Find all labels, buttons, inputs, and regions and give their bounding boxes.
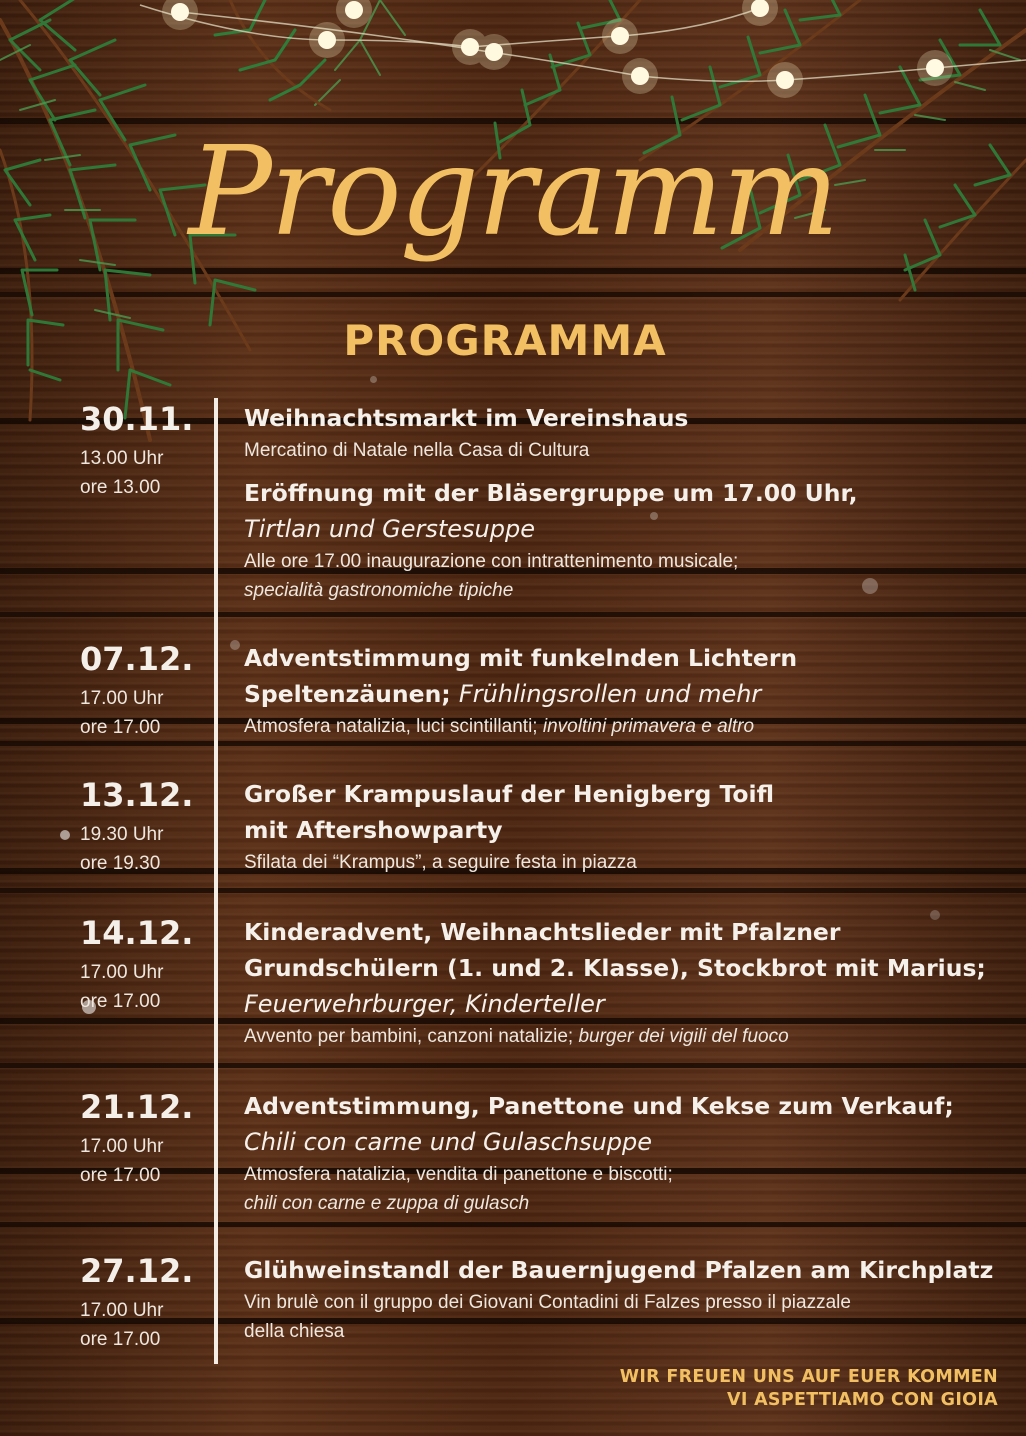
event-date: 27.12. xyxy=(80,1252,194,1290)
event-time-it: ore 19.30 xyxy=(80,853,161,874)
event-date-block xyxy=(80,400,194,502)
event-time-it: ore 17.00 xyxy=(80,991,161,1012)
event-heading-italic: Feuerwehrburger, Kinderteller xyxy=(244,990,605,1018)
footer-line-de: WIR FREUEN UNS AUF EUER KOMMEN xyxy=(619,1367,998,1387)
event-subtext: Sfilata dei “Krampus”, a seguire festa in piazza xyxy=(244,852,637,873)
event-subtext: Mercatino di Natale nella Casa di Cultura xyxy=(244,440,590,461)
event-description xyxy=(244,914,1004,1051)
plank-seam xyxy=(0,888,1026,893)
event-heading-italic: Frühlingsrollen und mehr xyxy=(458,680,762,708)
event-heading: Kinderadvent, Weihnachtslieder mit Pfalzner xyxy=(244,918,841,946)
event-heading: Speltenzäunen; xyxy=(244,680,451,708)
event-date: 30.11. xyxy=(80,400,194,438)
event-heading: Eröffnung mit der Bläsergruppe um 17.00 Uhr, xyxy=(244,479,858,507)
plank-seam xyxy=(0,1222,1026,1227)
snow-dot xyxy=(370,376,377,383)
event-heading-italic: Tirtlan und Gerstesuppe xyxy=(244,515,535,543)
plank-seam xyxy=(0,612,1026,617)
event-description xyxy=(244,776,1004,877)
event-subtext: Avvento per bambini, canzoni natalizie; xyxy=(244,1026,574,1047)
footer-greeting xyxy=(620,1366,998,1412)
snow-dot xyxy=(230,640,240,650)
event-date: 21.12. xyxy=(80,1088,194,1126)
event-date: 14.12. xyxy=(80,914,194,952)
string-lights-decoration xyxy=(0,0,1026,110)
event-time-de: 13.00 Uhr xyxy=(80,448,164,469)
event-subtext: Vin brulè con il gruppo dei Giovani Contadini di Falzes presso il piazzale xyxy=(244,1292,851,1313)
event-heading: Grundschülern (1. und 2. Klasse), Stockbrot mit Marius; xyxy=(244,954,986,982)
event-heading: Weihnachtsmarkt im Vereinshaus xyxy=(244,404,689,432)
event-description xyxy=(244,1252,1004,1346)
timeline-line xyxy=(214,398,218,1364)
event-subtext: Atmosfera natalizia, vendita di panettone e biscotti; xyxy=(244,1164,673,1185)
event-heading: Glühweinstandl der Bauernjugend Pfalzen am Kirchplatz xyxy=(244,1256,994,1284)
event-subtext-italic: specialità gastronomiche tipiche xyxy=(244,580,514,601)
event-description xyxy=(244,1088,1004,1218)
event-subtext: Atmosfera natalizia, luci scintillanti; xyxy=(244,716,538,737)
event-time-it: ore 17.00 xyxy=(80,1329,161,1350)
event-heading: Großer Krampuslauf der Henigberg Toifl xyxy=(244,780,774,808)
event-time-de: 17.00 Uhr xyxy=(80,962,164,983)
event-subtext-italic: chili con carne e zuppa di gulasch xyxy=(244,1193,530,1214)
plank-seam xyxy=(0,1063,1026,1068)
event-subtext-italic: burger dei vigili del fuoco xyxy=(578,1026,789,1047)
event-time-it: ore 13.00 xyxy=(80,477,161,498)
event-date-block xyxy=(80,914,194,1016)
event-date-block xyxy=(80,1088,194,1190)
event-time-de: 17.00 Uhr xyxy=(80,688,164,709)
title-programm: Programm xyxy=(188,120,838,264)
event-date: 13.12. xyxy=(80,776,194,814)
event-date-block xyxy=(80,640,194,742)
event-date-block xyxy=(80,776,194,878)
subtitle-programma: PROGRAMMA xyxy=(343,316,667,365)
event-date: 07.12. xyxy=(80,640,194,678)
event-description xyxy=(244,400,1004,605)
event-subtext: della chiesa xyxy=(244,1321,345,1342)
event-time-de: 17.00 Uhr xyxy=(80,1136,164,1157)
event-subtext-italic: involtini primavera e altro xyxy=(542,716,755,737)
event-heading-italic: Chili con carne und Gulaschsuppe xyxy=(244,1128,653,1156)
event-time-de: 19.30 Uhr xyxy=(80,824,164,845)
event-date-block xyxy=(80,1252,194,1354)
event-heading: Adventstimmung, Panettone und Kekse zum Verkauf; xyxy=(244,1092,954,1120)
event-time-de: 17.00 Uhr xyxy=(80,1300,164,1321)
event-heading: mit Aftershowparty xyxy=(244,816,503,844)
footer-line-it: VI ASPETTIAMO CON GIOIA xyxy=(727,1390,998,1410)
snow-dot xyxy=(60,830,70,840)
event-description xyxy=(244,640,1004,741)
event-time-it: ore 17.00 xyxy=(80,717,161,738)
event-time-it: ore 17.00 xyxy=(80,1165,161,1186)
event-subtext: Alle ore 17.00 inaugurazione con intrattenimento musicale; xyxy=(244,551,739,572)
event-heading: Adventstimmung mit funkelnden Lichtern xyxy=(244,644,798,672)
